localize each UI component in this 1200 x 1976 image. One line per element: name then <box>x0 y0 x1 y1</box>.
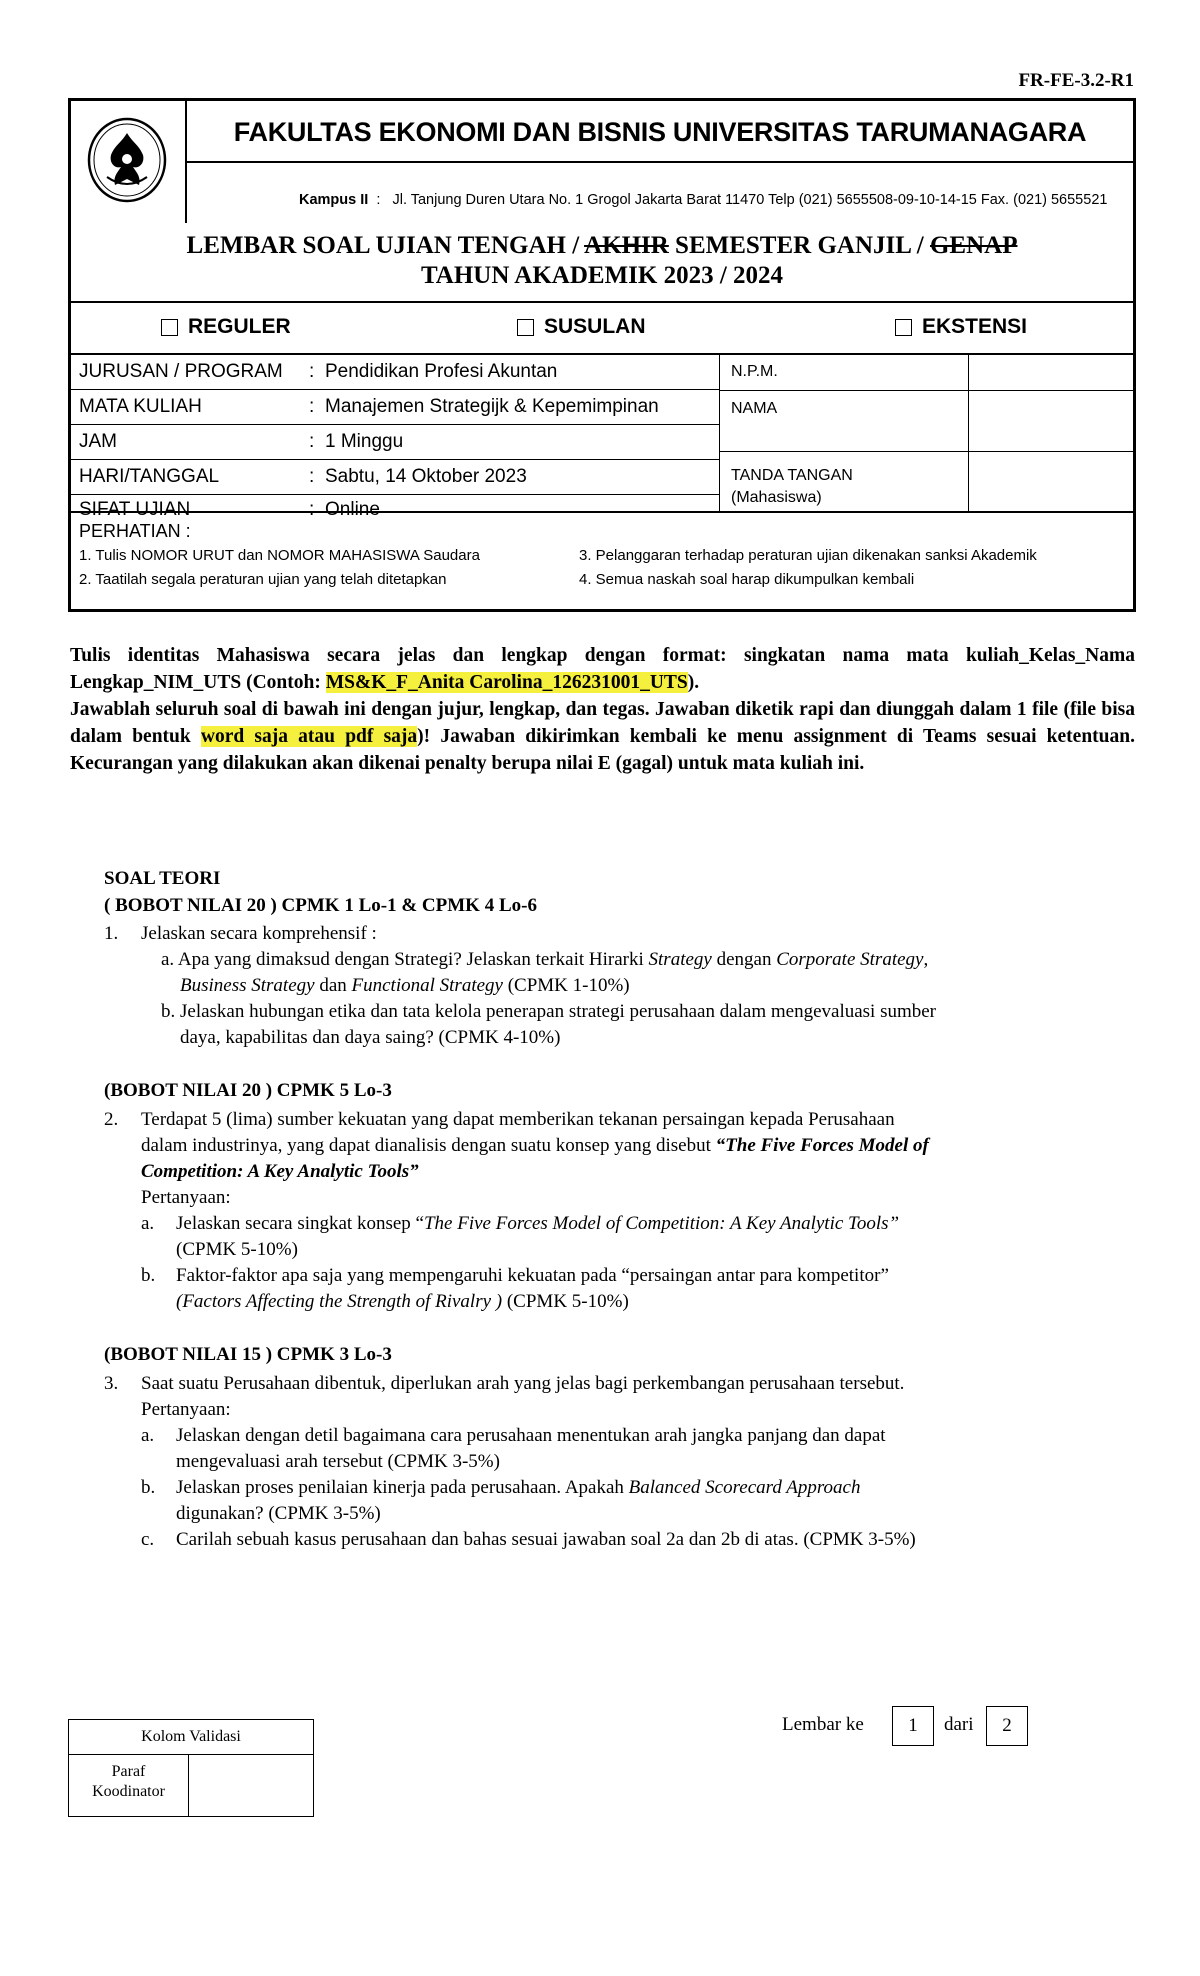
validation-title: Kolom Validasi <box>69 1720 313 1755</box>
info-value: Online <box>325 499 380 520</box>
campus-address-line: Kampus II : Jl. Tanjung Duren Utara No. 1 Grogol Jakarta Barat 11470 Telp (021) 5655508-09-10-14-15 Fax. (021) 5655521 <box>299 192 1108 208</box>
exam-type-label: EKSTENSI <box>922 315 1028 338</box>
question-3a: Jelaskan dengan detil bagaimana cara perusahaan menentukan arah jangka panjang dan dapat <box>176 1425 886 1446</box>
exam-type-reguler[interactable] <box>161 315 291 339</box>
instr-highlight-example: MS&K_F_Anita Carolina_126231001_UTS <box>325 672 688 693</box>
question-3c: Carilah sebuah kasus perusahaan dan bahas sesuai jawaban soal 2a dan 2b di atas. (CPMK 3-5%) <box>176 1529 916 1550</box>
info-row-hari-tanggal: HARI/TANGGAL : Sabtu, 14 Oktober 2023 <box>71 460 719 495</box>
question-1-number: 1. <box>104 923 119 944</box>
campus-address: Jl. Tanjung Duren Utara No. 1 Grogol Jakarta Barat 11470 Telp (021) 5655508-09-10-14-15 Fax. (021) 5655521 <box>392 192 1108 208</box>
notice-item-4: 4. Semua naskah soal harap dikumpulkan kembali <box>579 571 915 588</box>
checkbox-susulan[interactable] <box>517 319 534 336</box>
q-text: (CPMK 5-10%) <box>502 1291 629 1312</box>
info-value: Pendidikan Profesi Akuntan <box>325 361 558 382</box>
validation-label-line2: Koodinator <box>92 1783 165 1800</box>
q-italic: Balanced Scorecard Approach <box>628 1477 861 1498</box>
instr-text: Jawablah seluruh soal di bawah ini dengan jujur, lengkap, dan tegas. Jawaban diketik rapi dan diunggah dalam 1 file (file bisa dalam bentuk <box>70 699 1135 747</box>
info-row-jam: JAM : 1 Minggu <box>71 425 719 460</box>
question-2-line2 <box>141 1133 1136 1159</box>
instr-text: ). <box>687 672 700 693</box>
instr-text: )! Jawaban dikirimkan kembali ke menu assignment di Teams sesuai ketentuan. Kecurangan yang dilakukan akan dikenai penalty berupa nilai E (gagal) untuk mata kuliah ini. <box>70 726 1135 774</box>
info-label: MATA KULIAH <box>79 396 202 417</box>
q-text: dan <box>314 975 352 996</box>
faculty-title: FAKULTAS EKONOMI DAN BISNIS UNIVERSITAS TARUMANAGARA <box>187 101 1133 163</box>
question-1a-cont <box>180 973 630 999</box>
nama-label: NAMA <box>731 400 778 417</box>
instructions-p2 <box>70 696 1135 777</box>
q-text: Jelaskan secara singkat konsep “ <box>176 1213 424 1234</box>
validation-label-line1: Paraf <box>111 1763 146 1780</box>
question-3-ask: Pertanyaan: <box>141 1399 231 1420</box>
q-bold-italic: “The Five Forces Model of <box>715 1135 929 1156</box>
section-1-heading: ( BOBOT NILAI 20 ) CPMK 1 Lo-1 & CPMK 4 Lo-6 <box>104 895 537 916</box>
notice-heading: PERHATIAN : <box>79 521 191 541</box>
section-3-heading: (BOBOT NILAI 15 ) CPMK 3 Lo-3 <box>104 1344 392 1365</box>
q-text: a. Apa yang dimaksud dengan Strategi? Jelaskan terkait Hirarki <box>161 949 649 970</box>
exam-type-susulan[interactable] <box>517 315 646 339</box>
q-italic: Functional Strategy <box>351 975 503 996</box>
q-text: (CPMK 1-10%) <box>502 975 630 996</box>
campus-label: Kampus II <box>299 192 369 208</box>
q-text: dengan <box>711 949 777 970</box>
info-label: JURUSAN / PROGRAM <box>79 361 283 382</box>
q-italic: Corporate Strategy <box>776 949 924 970</box>
notice-section <box>71 513 1133 609</box>
npm-field[interactable] <box>968 355 1133 390</box>
tanda-tangan-label <box>731 465 853 509</box>
title-text-1: LEMBAR SOAL UJIAN TENGAH / <box>186 232 585 259</box>
question-3a-cont: mengevaluasi arah tersebut (CPMK 3-5%) <box>176 1451 500 1472</box>
question-2b: Faktor-faktor apa saja yang mempengaruhi kekuatan pada “persaingan antar para kompetitor” <box>176 1265 889 1286</box>
signature-field[interactable] <box>968 451 1133 513</box>
exam-info-table <box>71 355 1133 520</box>
question-1b-cont: daya, kapabilitas dan daya saing? (CPMK 4-10%) <box>180 1027 561 1048</box>
question-2-number: 2. <box>104 1109 119 1130</box>
question-2b-cont <box>176 1289 629 1315</box>
npm-label: N.P.M. <box>731 363 778 380</box>
question-2-line1: Terdapat 5 (lima) sumber kekuatan yang dapat memberikan tekanan persaingan kepada Perusahaan <box>141 1109 895 1130</box>
question-2-line3 <box>141 1159 419 1185</box>
q-italic: Business Strategy <box>180 975 315 996</box>
page-current: 1 <box>892 1706 934 1746</box>
section-title: SOAL TEORI <box>104 868 221 889</box>
q-bold-italic: Competition: A Key Analytic Tools” <box>141 1161 419 1182</box>
notice-item-1: 1. Tulis NOMOR URUT dan NOMOR MAHASISWA Saudara <box>79 547 480 564</box>
question-2-ask: Pertanyaan: <box>141 1187 231 1208</box>
ttd-label: TANDA TANGAN <box>731 467 853 484</box>
exam-type-ekstensi[interactable] <box>895 315 1027 339</box>
checkbox-ekstensi[interactable] <box>895 319 912 336</box>
university-logo <box>71 101 187 223</box>
question-3b <box>176 1475 1136 1501</box>
question-2a <box>176 1211 899 1237</box>
question-3a-letter: a. <box>141 1425 155 1446</box>
question-2a-cont: (CPMK 5-10%) <box>176 1239 298 1260</box>
title-struck-genap: GENAP <box>929 232 1018 259</box>
validation-signature-field[interactable] <box>189 1754 313 1816</box>
question-3: Saat suatu Perusahaan dibentuk, diperlukan arah yang jelas bagi perkembangan perusahaan tersebut. <box>141 1373 905 1394</box>
question-1: Jelaskan secara komprehensif : <box>141 923 377 944</box>
form-code: FR-FE-3.2-R1 <box>1018 70 1134 91</box>
question-2a-letter: a. <box>141 1213 155 1234</box>
info-value: Sabtu, 14 Oktober 2023 <box>325 466 527 487</box>
exam-title-line1 <box>71 231 1133 261</box>
question-3c-letter: c. <box>141 1529 155 1550</box>
title-text-2: SEMESTER GANJIL / <box>668 232 930 259</box>
instructions-p1 <box>70 642 1135 696</box>
title-struck-akhir: AKHIR <box>584 232 669 259</box>
q-text: Jelaskan proses penilaian kinerja pada perusahaan. Apakah <box>176 1477 629 1498</box>
exam-title-line2: TAHUN AKADEMIK 2023 / 2024 <box>420 262 784 289</box>
section-2-heading: (BOBOT NILAI 20 ) CPMK 5 Lo-3 <box>104 1080 392 1101</box>
exam-title <box>71 223 1133 303</box>
instr-highlight-format: word saja atau pdf saja <box>200 726 418 747</box>
page-label-1: Lembar ke <box>782 1714 864 1735</box>
info-label: JAM <box>79 431 117 452</box>
info-row-sifat-ujian: SIFAT UJIAN : Online <box>71 493 719 528</box>
question-1b: b. Jelaskan hubungan etika dan tata kelola penerapan strategi perusahaan dalam mengevaluasi sumber <box>161 1001 937 1022</box>
page-label-2: dari <box>944 1714 974 1735</box>
info-value: Manajemen Strategijk & Kepemimpinan <box>325 396 659 417</box>
validation-label <box>69 1754 189 1816</box>
info-label: SIFAT UJIAN <box>79 499 191 520</box>
question-3-number: 3. <box>104 1373 119 1394</box>
validation-box <box>68 1719 314 1817</box>
nama-field[interactable] <box>968 390 1133 451</box>
page-total: 2 <box>986 1706 1028 1746</box>
notice-item-2: 2. Taatilah segala peraturan ujian yang telah ditetapkan <box>79 571 447 588</box>
info-value: 1 Minggu <box>325 431 404 452</box>
q-italic: The Five Forces Model of Competition: A Key Analytic Tools” <box>423 1213 900 1234</box>
logo-icon <box>85 115 169 205</box>
exam-type-label: REGULER <box>188 315 291 338</box>
info-row-jurusan: JURUSAN / PROGRAM : Pendidikan Profesi Akuntan <box>71 355 719 390</box>
info-label: HARI/TANGGAL <box>79 466 220 487</box>
notice-item-3: 3. Pelanggaran terhadap peraturan ujian dikenakan sanksi Akademik <box>579 547 1037 564</box>
question-1a <box>161 947 1136 973</box>
info-row-mata-kuliah: MATA KULIAH : Manajemen Strategijk & Kepemimpinan <box>71 390 719 425</box>
checkbox-reguler[interactable] <box>161 319 178 336</box>
exam-type-row <box>71 303 1133 355</box>
q-italic: Strategy <box>648 949 712 970</box>
question-3b-cont: digunakan? (CPMK 3-5%) <box>176 1503 381 1524</box>
ttd-sublabel: (Mahasiswa) <box>731 489 822 506</box>
instr-text: Tulis identitas Mahasiswa secara jelas dan lengkap dengan format: singkatan nama mata kuliah_Kelas_Nama Lengkap_NIM_UTS (Contoh: <box>70 645 1135 693</box>
q-italic: (Factors Affecting the Strength of Rivalry ) <box>176 1291 503 1312</box>
exam-type-label: SUSULAN <box>544 315 646 338</box>
exam-header <box>68 98 1136 612</box>
question-3b-letter: b. <box>141 1477 156 1498</box>
question-2b-letter: b. <box>141 1265 156 1286</box>
q-text: , <box>923 949 929 970</box>
instructions <box>70 642 1135 777</box>
q-text: dalam industrinya, yang dapat dianalisis dengan suatu konsep yang disebut <box>141 1135 716 1156</box>
